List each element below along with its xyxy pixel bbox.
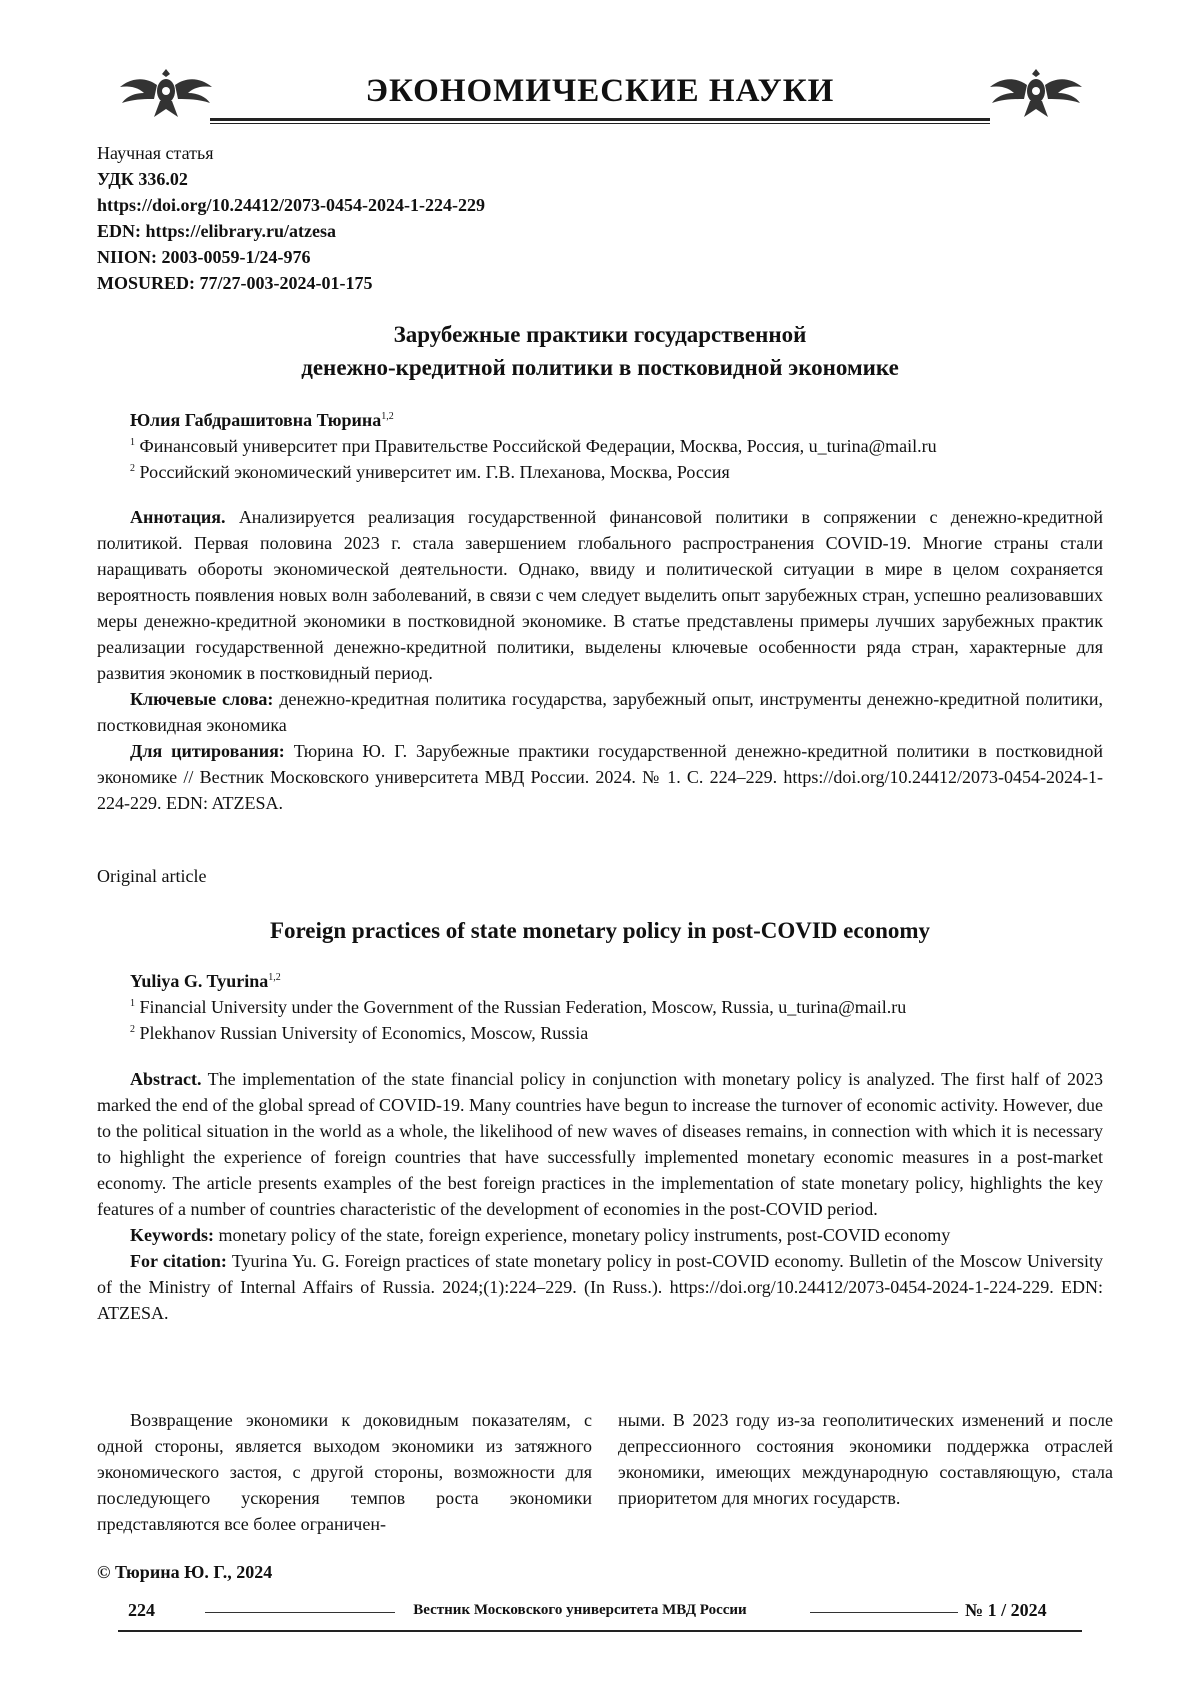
journal-name: Вестник Московского университета МВД России: [413, 1602, 747, 1618]
aff2-sup-ru: 2: [130, 463, 135, 474]
keywords-label-en: Keywords:: [130, 1225, 214, 1245]
article-title-ru: [97, 318, 1103, 384]
page-header: [0, 55, 1200, 135]
eagle-emblem-icon: [988, 63, 1084, 123]
keywords-text-en: monetary policy of the state, foreign experience, monetary policy instruments, post-COVID economy: [218, 1225, 951, 1245]
header-divider: [210, 118, 990, 121]
mosured: MOSURED: 77/27-003-2024-01-175: [97, 273, 373, 293]
issue-number: № 1 / 2024: [965, 1600, 1047, 1620]
abstract-text-en: The implementation of the state financial policy in conjunction with monetary policy is analyzed. The first half of 2023 marked the end of the global spread of COVID-19. Many countries have begun to increase the turnover of economic activity. However, due to the political situation in the world as a whole, the likelihood of new waves of diseases remains, in connection with which it is necessary to highlight the experience of foreign countries that have successfully implemented monetary economic measures in a post-market economy. The article presents examples of the best foreign practices in the implementation of state monetary policy, highlights the key features of a number of countries characteristic of the development of economies in the post-COVID period.: [97, 1069, 1103, 1219]
udk: УДК 336.02: [97, 169, 188, 189]
keywords-text-ru: денежно-кредитная политика государства, зарубежный опыт, инструменты денежно-кредитной политики, постковидная экономика: [97, 689, 1103, 735]
author-name-en: Yuliya G. Tyurina: [130, 971, 269, 991]
citation-label-ru: Для цитирования:: [130, 741, 285, 761]
authors-en: [130, 968, 1110, 1046]
title-ru-line2: денежно-кредитной политики в постковидной экономике: [301, 355, 899, 380]
citation-text-ru: Тюрина Ю. Г. Зарубежные практики государственной денежно-кредитной политики в постковидной экономике // Вестник Московского университета МВД России. 2024. № 1. С. 224–229. https://doi.org/10.24412/2073-0454-2024-1-224-229. EDN: ATZESA.: [97, 741, 1104, 813]
author-sup-ru: 1,2: [381, 411, 394, 422]
header-divider-thin: [210, 123, 990, 124]
abstract-en: [97, 1066, 1103, 1326]
body-column-right: [618, 1407, 1113, 1511]
body-paragraph-left: Возвращение экономики к доковидным показателям, с одной стороны, является выходом экономики из затяжного экономического застоя, с другой стороны, возможности для последующего ускорения темпов роста экономики представляются все более ограничен-: [97, 1410, 592, 1534]
footer-divider: [118, 1630, 1082, 1632]
article-type: Научная статья: [97, 143, 214, 163]
author-sup-en: 1,2: [268, 972, 281, 983]
article-meta: [97, 140, 485, 296]
doi-link[interactable]: https://doi.org/10.24412/2073-0454-2024-1-224-229: [97, 195, 485, 215]
aff2-sup-en: 2: [130, 1024, 135, 1035]
footer-line-right: [810, 1612, 958, 1613]
abstract-label-ru: Аннотация.: [130, 507, 226, 527]
author-name-ru: Юлия Габдрашитовна Тюрина: [130, 410, 382, 430]
article-title-en: Foreign practices of state monetary policy in post-COVID economy: [269, 918, 931, 943]
page-number: 224: [128, 1600, 155, 1620]
section-title: ЭКОНОМИЧЕСКИЕ НАУКИ: [365, 73, 835, 109]
authors-ru: [130, 407, 1110, 485]
copyright: © Тюрина Ю. Г., 2024: [97, 1562, 273, 1582]
article-type-en: Original article: [97, 866, 207, 886]
niion: NIION: 2003-0059-1/24-976: [97, 247, 311, 267]
eagle-emblem-icon: [118, 63, 214, 123]
affiliation-1-ru: Финансовый университет при Правительстве Российской Федерации, Москва, Россия, u_turina@mail.ru: [139, 436, 937, 456]
citation-text-en: Tyurina Yu. G. Foreign practices of state monetary policy in post-COVID economy. Bulletin of the Moscow University of the Ministry of Internal Affairs of Russia. 2024;(1):224–229. (In Russ.). https://doi.org/10.24412/2073-0454-2024-1-224-229. EDN: ATZESA.: [97, 1251, 1103, 1323]
abstract-text-ru: Анализируется реализация государственной финансовой политики в сопряжении с денежно-кредитной политикой. Первая половина 2023 г. стала завершением глобального распространения COVID-19. Многие страны стали наращивать обороты экономической деятельности. Однако, ввиду и политической ситуации в мире в целом сохраняется вероятность появления новых волн заболеваний, в связи с чем следует выделить опыт зарубежных стран, успешно реализовавших меры денежно-кредитной экономики в постковидной экономике. В статье представлены примеры лучших зарубежных практик реализации государственной денежно-кредитной политики, выделены ключевые особенности ряда стран, характерные для развития экономик в постковидный период.: [97, 507, 1103, 683]
abstract-label-en: Abstract.: [130, 1069, 202, 1089]
aff1-sup-ru: 1: [130, 437, 135, 448]
affiliation-2-en: Plekhanov Russian University of Economics, Moscow, Russia: [139, 1023, 589, 1043]
page-footer: [0, 1600, 1200, 1630]
abstract-ru: [97, 504, 1103, 816]
body-column-left: [97, 1407, 592, 1537]
affiliation-1-en: Financial University under the Government of the Russian Federation, Moscow, Russia, u_turina@mail.ru: [139, 997, 907, 1017]
aff1-sup-en: 1: [130, 998, 135, 1009]
edn[interactable]: EDN: https://elibrary.ru/atzesa: [97, 221, 336, 241]
keywords-label-ru: Ключевые слова:: [130, 689, 274, 709]
affiliation-2-ru: Российский экономический университет им. Г.В. Плеханова, Москва, Россия: [139, 462, 730, 482]
body-paragraph-right: ными. В 2023 году из-за геополитических изменений и после депрессионного состояния экономики поддержка отраслей экономики, имеющих международную составляющую, стала приоритетом для многих государств.: [618, 1410, 1113, 1508]
citation-label-en: For citation:: [130, 1251, 227, 1271]
title-ru-line1: Зарубежные практики государственной: [393, 322, 807, 347]
